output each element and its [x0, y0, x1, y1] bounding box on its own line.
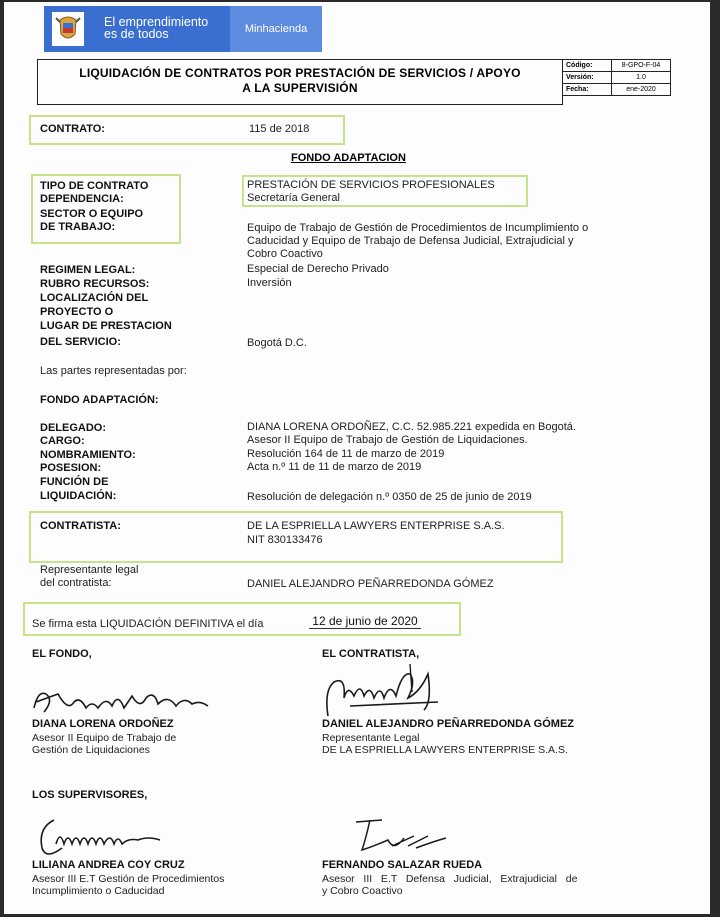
supervisor1-role-2: Incumplimiento o Caducidad: [32, 885, 165, 897]
supervisor2-role-2: y Cobro Coactivo: [322, 885, 403, 897]
localizacion-label-3: LUGAR DE PRESTACION: [40, 320, 172, 332]
codigo-label: Código:: [563, 60, 612, 72]
contratista-value-1: DE LA ESPRIELLA LAWYERS ENTERPRISE S.A.S.: [247, 520, 505, 532]
sector-value-1: Equipo de Trabajo de Gestión de Procedimientos de Incumplimiento o: [247, 222, 589, 234]
slogan: [104, 16, 234, 40]
supervisor1-role-1: Asesor III E.T Gestión de Procedimientos: [32, 873, 225, 885]
fernando-signature: [352, 816, 452, 860]
codigo-value: 8-GPO-F-04: [612, 60, 671, 72]
el-contratista-heading: EL CONTRATISTA,: [322, 648, 420, 660]
regimen-value: Especial de Derecho Privado: [247, 263, 389, 275]
contratista-signer-name: DANIEL ALEJANDRO PEÑARREDONDA GÓMEZ: [322, 718, 574, 730]
representante-label-2: del contratista:: [40, 577, 112, 589]
regimen-label: REGIMEN LEGAL:: [40, 264, 136, 276]
ministry-label: Minhacienda: [230, 6, 322, 52]
contratista-label: CONTRATISTA:: [40, 520, 121, 532]
document-page: [4, 2, 710, 914]
supervisor2-name: FERNANDO SALAZAR RUEDA: [322, 859, 483, 871]
firma-text: Se firma esta LIQUIDACIÓN DEFINITIVA el día: [32, 618, 264, 630]
delegado-label: DELEGADO:: [40, 422, 106, 434]
fondo-signer-role-1: Asesor II Equipo de Trabajo de: [32, 732, 177, 744]
slogan-line-1: El emprendimiento: [104, 15, 209, 29]
funcion-label-2: LIQUIDACIÓN:: [40, 490, 117, 502]
fondo-signer-role-2: Gestión de Liquidaciones: [32, 744, 150, 756]
document-codes-table: [562, 59, 671, 96]
cargo-value: Asesor II Equipo de Trabajo de Gestión de Liquidaciones.: [247, 434, 528, 446]
supervisores-heading: LOS SUPERVISORES,: [32, 789, 148, 801]
posesion-label: POSESION:: [40, 462, 102, 474]
title-line-2: A LA SUPERVISIÓN: [242, 81, 358, 95]
supervisor1-name: LILIANA ANDREA COY CRUZ: [32, 859, 185, 871]
nombramiento-value: Resolución 164 de 11 de marzo de 2019: [247, 448, 445, 460]
funcion-value: Resolución de delegación n.º 0350 de 25 de junio de 2019: [247, 491, 532, 503]
dependencia-value: Secretaría General: [247, 192, 340, 204]
fecha-value: ene-2020: [612, 84, 671, 96]
fondo-heading: FONDO ADAPTACION: [291, 152, 406, 164]
el-fondo-heading: EL FONDO,: [32, 648, 92, 660]
contratista-value-2: NIT 830133476: [247, 534, 323, 546]
sector-label-2: DE TRABAJO:: [40, 221, 116, 233]
fecha-label: Fecha:: [563, 84, 612, 96]
document-title: [38, 66, 562, 96]
cargo-label: CARGO:: [40, 435, 85, 447]
representante-label-1: Representante legal: [40, 564, 139, 576]
supervisor2-role-1: Asesor III E.T Defensa Judicial, Extrajudicial de: [322, 873, 578, 885]
localizacion-value: Bogotá D.C.: [247, 337, 307, 349]
rubro-label: RUBRO RECURSOS:: [40, 278, 150, 290]
firma-date: 12 de junio de 2020: [309, 614, 421, 629]
delegado-value: DIANA LORENA ORDOÑEZ, C.C. 52.985.221 expedida en Bogotá.: [247, 421, 576, 433]
version-value: 1.0: [612, 72, 671, 84]
localizacion-label-1: LOCALIZACIÓN DEL: [40, 292, 149, 304]
slogan-line-2: es de todos: [104, 27, 169, 41]
partes-text: Las partes representadas por:: [40, 365, 187, 377]
title-box: [37, 59, 563, 105]
localizacion-label-2: PROYECTO O: [40, 306, 114, 318]
tipo-contrato-value: PRESTACIÓN DE SERVICIOS PROFESIONALES: [247, 179, 495, 191]
coat-of-arms-icon: [52, 12, 84, 46]
sector-value-3: Cobro Coactivo: [247, 248, 323, 260]
liliana-signature: [34, 814, 174, 862]
representante-value: DANIEL ALEJANDRO PEÑARREDONDA GÓMEZ: [247, 578, 494, 590]
posesion-value: Acta n.º 11 de 11 de marzo de 2019: [247, 461, 422, 473]
contratista-signer-role-2: DE LA ESPRIELLA LAWYERS ENTERPRISE S.A.S.: [322, 744, 568, 756]
title-line-1: LIQUIDACIÓN DE CONTRATOS POR PRESTACIÓN DE SERVICIOS / APOYO: [79, 66, 521, 80]
daniel-signature: [320, 662, 450, 722]
contrato-value: 115 de 2018: [249, 123, 310, 135]
contratista-signer-role-1: Representante Legal: [322, 732, 420, 744]
sector-value-2: Caducidad y Equipo de Trabajo de Defensa Judicial, Extrajudicial y: [247, 235, 574, 247]
header-banner: [44, 6, 322, 52]
nombramiento-label: NOMBRAMIENTO:: [40, 449, 136, 461]
fondo-adaptacion-label: FONDO ADAPTACIÓN:: [40, 394, 159, 406]
sector-label-1: SECTOR O EQUIPO: [40, 208, 144, 220]
funcion-label-1: FUNCIÓN DE: [40, 476, 109, 488]
localizacion-label-4: DEL SERVICIO:: [40, 336, 121, 348]
version-label: Versión:: [563, 72, 612, 84]
rubro-value: Inversión: [247, 277, 292, 289]
tipo-contrato-label: TIPO DE CONTRATO: [40, 180, 149, 192]
fondo-signer-name: DIANA LORENA ORDOÑEZ: [32, 718, 174, 730]
contrato-label: CONTRATO:: [40, 123, 105, 135]
dependencia-label: DEPENDENCIA:: [40, 193, 124, 205]
